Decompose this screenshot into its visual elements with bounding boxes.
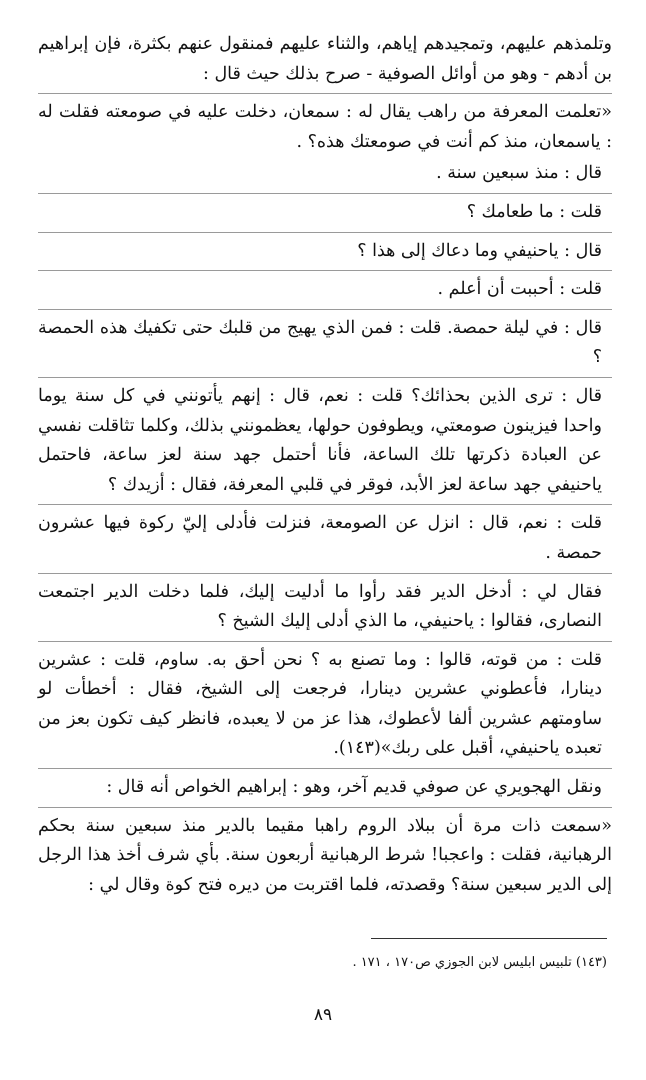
dialogue-paragraph: قال : ترى الذين بحذائك؟ قلت : نعم، قال : إنهم يأتونني في كل سنة يوما واحدا فيزينون صومعتي، ويطوفون حولها، يعظمونني بذلك، وكلما تثاقلت نفسي عن العبادة ذكرتها تلك الساعة، فأنا أحتمل جهد سنة لعز ساعة، فاحتمل ياحنيفي جهد ساعة لعز الأبد، فوقر في قلبي المعرفة، فقال : أزيدك ؟	[38, 377, 612, 500]
paragraph-intro: وتلمذهم عليهم، وتمجيدهم إياهم، والثناء عليهم فمنقول عنهم بكثرة، فإن إبراهيم بن أدهم - وهو من أوائل الصوفية - صرح بذلك حيث قال :	[38, 34, 612, 84]
paragraph-narration: ونقل الهجويري عن صوفي قديم آخر، وهو : إبراهيم الخواص أنه قال :	[38, 768, 612, 803]
dialogue-paragraph: فقال لي : أدخل الدير فقد رأوا ما أدليت إليك، فلما دخلت الدير اجتمعت النصارى، فقالوا : ياحنيفي، ما الذي أدلى إليك الشيخ ؟	[38, 573, 612, 637]
dialogue-line: قال : منذ سبعين سنة .	[436, 163, 602, 184]
body-text	[38, 30, 612, 900]
dialogue-paragraph: قلت : نعم، قال : انزل عن الصومعة، فنزلت فأدلى إليّ ركوة فيها عشرون حمصة .	[38, 504, 612, 568]
footnote-divider	[371, 938, 607, 939]
dialogue-line: قلت : أحببت أن أعلم .	[38, 270, 612, 305]
paragraph-quote-start: «تعلمت المعرفة من راهب يقال له : سمعان، دخلت عليه في صومعته فقلت له : ياسمعان، منذ كم أنت في صومعتك هذه؟ .	[38, 93, 612, 157]
dialogue-line: قال : ياحنيفي وما دعاك إلى هذا ؟	[38, 232, 612, 267]
dialogue-line: قلت : ما طعامك ؟	[38, 193, 612, 228]
page-number: ٨٩	[313, 1005, 333, 1025]
dialogue-paragraph: قلت : من قوته، قالوا : وما تصنع به ؟ نحن أحق به. ساوم، قلت : عشرين دينارا، فأعطوني عشرين دينارا، فرجعت إلى الشيخ، فقال : أخطأت لو ساومتهم عشرين ألفا لأعطوك، هذا عز من لا يعبده، فانظر كيف تكون بعز من تعبده ياحنيفي، أقبل على ربك»(١٤٣).	[38, 641, 612, 764]
dialogue-paragraph: قال : في ليلة حمصة. قلت : فمن الذي يهيج من قلبك حتى تكفيك هذه الحمصة ؟	[38, 309, 612, 373]
paragraph-second-quote: «سمعت ذات مرة أن ببلاد الروم راهبا مقيما بالدير منذ سبعين سنة بحكم الرهبانية، فقلت : واعجبا! شرط الرهبانية أربعون سنة. بأي شرف أخذ هذا الرجل إلى الدير سبعين سنة؟ وقصدته، فلما اقتربت من ديره فتح كوة وقال لي :	[38, 807, 612, 901]
footnote: (١٤٣) تلبيس ابليس لابن الجوزي ص١٧٠ ، ١٧١ .	[352, 955, 607, 970]
